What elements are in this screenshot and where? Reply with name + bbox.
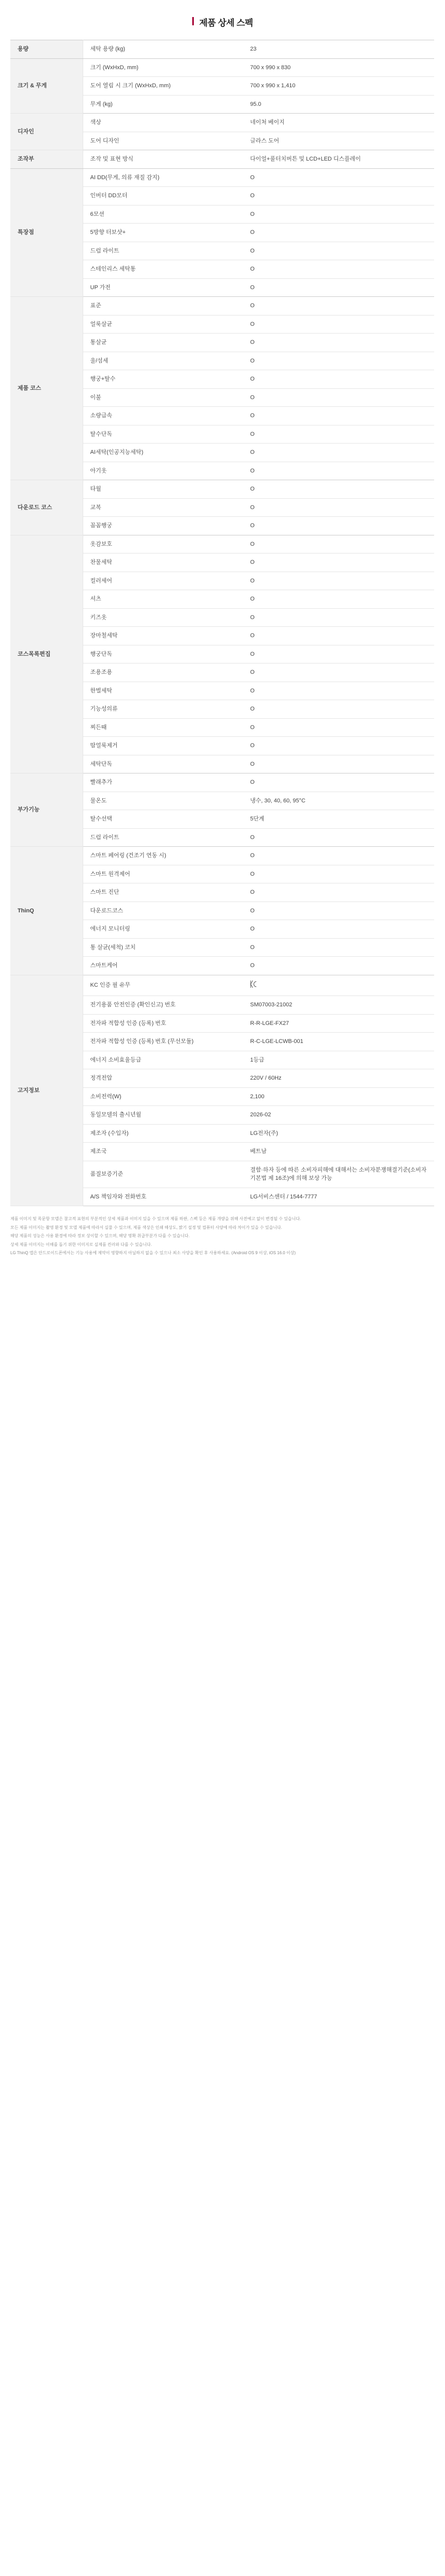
spec-group-label: 용량	[10, 40, 83, 59]
spec-item-label: 한벌세탁	[83, 682, 243, 700]
table-row	[10, 40, 434, 59]
spec-item-label: KC 인증 필 유무	[83, 975, 243, 996]
spec-item-value: O	[243, 187, 434, 206]
spec-item-value: O	[243, 902, 434, 920]
spec-item-label: 아기옷	[83, 462, 243, 480]
spec-item-label: 품질보증기준	[83, 1161, 243, 1188]
spec-item-label: 스마트 원격제어	[83, 865, 243, 883]
spec-item-value: R-R-LGE-FX27	[243, 1014, 434, 1033]
spec-item-value: O	[243, 755, 434, 773]
spec-item-label: 소량급속	[83, 407, 243, 425]
table-row	[10, 480, 434, 499]
spec-item-label: 키즈옷	[83, 608, 243, 627]
spec-item-value: O	[243, 278, 434, 297]
page-title-wrap	[0, 0, 445, 40]
spec-item-label: 기능성의류	[83, 700, 243, 719]
spec-item-value: 220V / 60Hz	[243, 1069, 434, 1088]
spec-item-label: 도어 열림 시 크기 (WxHxD, mm)	[83, 77, 243, 96]
spec-item-value: 냉수, 30, 40, 60, 95°C	[243, 792, 434, 810]
spec-item-label: 이불	[83, 388, 243, 407]
spec-item-value: O	[243, 352, 434, 370]
spec-item-value: 2,100	[243, 1087, 434, 1106]
footnote-item: 해당 제품의 성능은 사용 환경에 따라 정보 상이할 수 있으며, 해당 명확 취급부분가 다를 수 있습니다.	[10, 1234, 190, 1239]
spec-item-label: 세탁 용량 (kg)	[83, 40, 243, 59]
spec-item-value: O	[243, 334, 434, 352]
spec-item-label: 통살균	[83, 334, 243, 352]
spec-group-label: 제품 코스	[10, 297, 83, 480]
spec-item-label: 전자파 적합성 인증 (등록) 번호	[83, 1014, 243, 1033]
spec-item-value: O	[243, 773, 434, 792]
spec-item-label: 스마트 페어링 (건조기 연동 시)	[83, 847, 243, 865]
spec-item-value: 1등급	[243, 1051, 434, 1069]
spec-item-value: O	[243, 663, 434, 682]
spec-item-value: O	[243, 168, 434, 187]
spec-table	[10, 40, 434, 1206]
spec-item-label: 땀얼룩제거	[83, 737, 243, 755]
spec-item-label: 스테인리스 세탁통	[83, 260, 243, 279]
spec-item-value: 5단계	[243, 810, 434, 829]
spec-item-label: 장마철세탁	[83, 627, 243, 645]
spec-item-value: O	[243, 444, 434, 462]
spec-item-value: O	[243, 938, 434, 957]
spec-item-value: 네이처 베이지	[243, 114, 434, 132]
spec-item-label: 도어 디자인	[83, 132, 243, 150]
spec-item-value: O	[243, 388, 434, 407]
spec-group-label: 고지정보	[10, 975, 83, 1206]
spec-item-label: 행궁단독	[83, 645, 243, 663]
spec-item-value: O	[243, 554, 434, 572]
footnote-item: 모든 제품 이미지는 촬영 환경 및 모델 제품에 따라서 실물 수 있으며, 제품 색상은 인쇄 해상도, 밝기 설정 및 컴퓨터 사양에 따라 차이가 있을 수 있습니다.	[10, 1225, 282, 1230]
spec-item-label: 찌든때	[83, 718, 243, 737]
spec-item-value: O	[243, 590, 434, 609]
spec-item-label: UP 가전	[83, 278, 243, 297]
spec-item-label: AI세탁(인공지능세탁)	[83, 444, 243, 462]
spec-item-label: 동일모델의 출시년월	[83, 1106, 243, 1125]
spec-item-value: SM07003-21002	[243, 996, 434, 1015]
spec-item-label: 컬러세어	[83, 572, 243, 590]
spec-item-label: 통 살균(세척) 코치	[83, 938, 243, 957]
spec-item-value: O	[243, 425, 434, 444]
spec-item-value: 700 x 990 x 1,410	[243, 77, 434, 96]
spec-item-label: 교복	[83, 498, 243, 517]
spec-item-value: 95.0	[243, 95, 434, 114]
spec-item-label: 전기용품 안전인증 (확인신고) 번호	[83, 996, 243, 1015]
table-row	[10, 535, 434, 554]
spec-group-label: 코스목록편집	[10, 535, 83, 773]
spec-item-value: O	[243, 737, 434, 755]
spec-item-label: 드럼 라이트	[83, 828, 243, 847]
spec-item-value: O	[243, 847, 434, 865]
spec-item-label: AI DD(무게, 의류 재질 감지)	[83, 168, 243, 187]
spec-item-value: O	[243, 242, 434, 260]
footnote-item: 상세 제품 이미지는 이해를 돕기 위한 이미지로 실제품 컨러와 다를 수 있습니다.	[10, 1242, 152, 1247]
spec-item-label: 타월	[83, 480, 243, 499]
spec-item-value: O	[243, 645, 434, 663]
spec-item-value: O	[243, 260, 434, 279]
spec-group-label: 부가기능	[10, 773, 83, 847]
spec-item-value: 23	[243, 40, 434, 59]
spec-item-value: 결함·하자 등에 따른 소비자피해에 대해서는 소비자분쟁해결기준(소비자기본법 제 16조)에 의해 보상 가능	[243, 1161, 434, 1188]
spec-item-value: O	[243, 224, 434, 242]
spec-item-label: 에너지 모니터링	[83, 920, 243, 939]
spec-group-label: ThinQ	[10, 847, 83, 975]
footnotes	[10, 1215, 435, 1257]
spec-item-label: 옷감보호	[83, 535, 243, 554]
spec-item-value: LG서비스센터 / 1544-7777	[243, 1188, 434, 1206]
spec-item-label: 표준	[83, 297, 243, 315]
spec-item-label: 6모션	[83, 205, 243, 224]
spec-table-body	[10, 40, 434, 1206]
spec-item-value: O	[243, 920, 434, 939]
spec-item-label: 크기 (WxHxD, mm)	[83, 58, 243, 77]
spec-group-label: 디자인	[10, 114, 83, 150]
spec-item-label: 5방향 터보샷+	[83, 224, 243, 242]
spec-item-label: 드럼 라이트	[83, 242, 243, 260]
table-row	[10, 773, 434, 792]
spec-item-value: O	[243, 297, 434, 315]
spec-item-label: 에너지 소비효율등급	[83, 1051, 243, 1069]
footnote-item: 제품 이미지 및 목문항 모델은 참고적 표현의 부분적인 상세 제품과 이미지 있을 수 있으며 제품 하판, 스펙 등은 제품 개량을 위해 사전예고 없이 변경될 수 있습니다.	[10, 1216, 301, 1221]
spec-item-label: 전자파 적합성 인증 (등록) 번호 (무선모듈)	[83, 1033, 243, 1051]
spec-group-label: 다운로드 코스	[10, 480, 83, 535]
spec-item-label: 얼룩살균	[83, 315, 243, 334]
spec-item-label: 셔츠	[83, 590, 243, 609]
spec-item-label: 물온도	[83, 792, 243, 810]
spec-item-value: O	[243, 883, 434, 902]
spec-item-label: 제조자 (수입자)	[83, 1124, 243, 1143]
spec-group-label: 조작부	[10, 150, 83, 169]
spec-item-value: O	[243, 718, 434, 737]
spec-item-value: O	[243, 682, 434, 700]
spec-item-label: 다운로드코스	[83, 902, 243, 920]
spec-item-value: O	[243, 572, 434, 590]
spec-item-value: 베트남	[243, 1143, 434, 1161]
spec-item-label: 찬물세탁	[83, 554, 243, 572]
kc-certification-mark-icon	[250, 980, 257, 988]
spec-item-value: O	[243, 498, 434, 517]
spec-item-label: 정격전압	[83, 1069, 243, 1088]
spec-item-value: O	[243, 828, 434, 847]
spec-item-value: O	[243, 957, 434, 975]
spec-item-value: 글라스 도어	[243, 132, 434, 150]
spec-item-label: 탈수단독	[83, 425, 243, 444]
spec-item-value	[243, 975, 434, 996]
spec-item-label: 빨래추가	[83, 773, 243, 792]
spec-item-value: 2026-02	[243, 1106, 434, 1125]
spec-item-value: O	[243, 462, 434, 480]
spec-item-value: 700 x 990 x 830	[243, 58, 434, 77]
spec-item-label: 조작 및 표현 방식	[83, 150, 243, 169]
spec-group-label: 특장점	[10, 168, 83, 297]
spec-item-value: O	[243, 535, 434, 554]
spec-item-label: A/S 책임자와 전화번호	[83, 1188, 243, 1206]
spec-item-value: O	[243, 517, 434, 535]
spec-item-value: O	[243, 865, 434, 883]
spec-item-label: 꼼꼼행궁	[83, 517, 243, 535]
spec-item-label: 소비전력(W)	[83, 1087, 243, 1106]
page-title: 제품 상세 스펙	[192, 15, 253, 28]
spec-item-value: O	[243, 627, 434, 645]
spec-item-label: 인버터 DD모터	[83, 187, 243, 206]
spec-item-value: O	[243, 608, 434, 627]
spec-item-label: 무게 (kg)	[83, 95, 243, 114]
product-spec-page	[0, 0, 445, 1257]
spec-item-label: 탈수선택	[83, 810, 243, 829]
spec-item-label: 스마트 진단	[83, 883, 243, 902]
footnote-item: LG ThinQ 앱은 안드로이드폰에서는 기능 사용에 제약이 영향하지 아닐하지 없을 수 있으나 최소 사양을 확인 후 사용하세요. (Android OS 9 이상, iOS 16.0 이상)	[10, 1251, 296, 1256]
spec-item-value: O	[243, 480, 434, 499]
table-row	[10, 297, 434, 315]
spec-item-label: 색상	[83, 114, 243, 132]
table-row	[10, 975, 434, 996]
spec-item-value: LG전자(주)	[243, 1124, 434, 1143]
table-row	[10, 847, 434, 865]
spec-item-value: O	[243, 407, 434, 425]
spec-item-value: O	[243, 700, 434, 719]
table-row	[10, 114, 434, 132]
spec-item-label: 세탁단독	[83, 755, 243, 773]
table-row	[10, 58, 434, 77]
spec-item-label: 스마트케어	[83, 957, 243, 975]
spec-item-value: 다이얼+풀터치버튼 및 LCD+LED 디스플레이	[243, 150, 434, 169]
spec-item-label: 조용조용	[83, 663, 243, 682]
spec-item-value: O	[243, 370, 434, 389]
spec-item-value: O	[243, 315, 434, 334]
table-row	[10, 168, 434, 187]
spec-group-label: 크기 & 무게	[10, 58, 83, 114]
spec-item-label: 제조국	[83, 1143, 243, 1161]
spec-item-label: 행궁+탈수	[83, 370, 243, 389]
spec-item-value: R-C-LGE-LCWB-001	[243, 1033, 434, 1051]
table-row	[10, 150, 434, 169]
spec-item-value: O	[243, 205, 434, 224]
spec-item-label: 울/섬세	[83, 352, 243, 370]
